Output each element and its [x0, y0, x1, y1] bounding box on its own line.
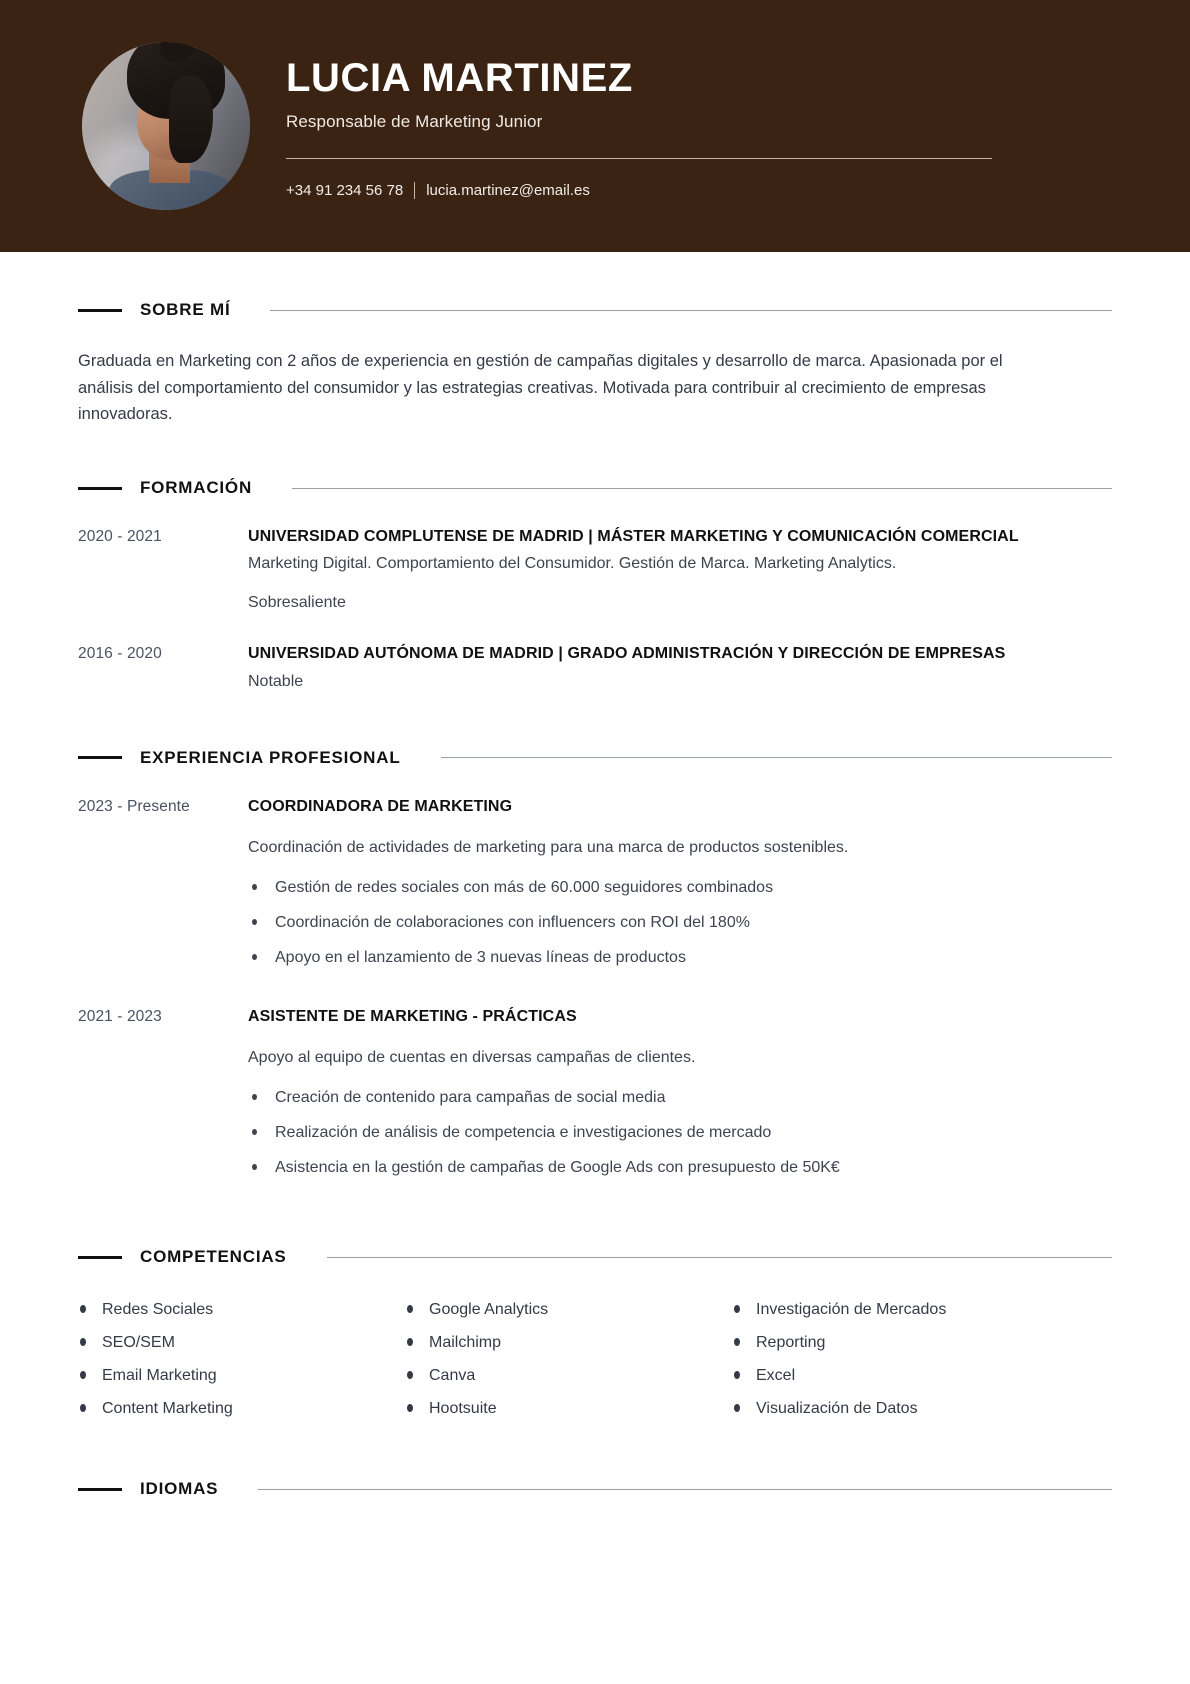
section-languages [78, 1479, 1112, 1525]
skill-item: Hootsuite [405, 1392, 732, 1425]
phone-number[interactable]: +34 91 234 56 78 [286, 181, 404, 199]
section-title-skills: COMPETENCIAS [140, 1247, 287, 1267]
section-experience [78, 748, 1112, 1192]
section-rule [441, 757, 1112, 758]
experience-body [248, 1006, 1112, 1192]
skill-item: Email Marketing [78, 1359, 405, 1392]
section-dash-icon [78, 309, 122, 312]
experience-title: COORDINADORA DE MARKETING [248, 797, 513, 815]
skill-item: Redes Sociales [78, 1293, 405, 1326]
section-title-languages: IDIOMAS [140, 1479, 219, 1499]
skill-item: Visualización de Datos [732, 1392, 1112, 1425]
skill-item: Google Analytics [405, 1293, 732, 1326]
section-header-experience [78, 748, 1112, 768]
experience-bullet: Asistencia en la gestión de campañas de Google Ads con presupuesto de 50K€ [248, 1156, 1112, 1179]
section-rule [270, 310, 1112, 311]
section-title-experience: EXPERIENCIA PROFESIONAL [140, 747, 401, 767]
education-note: Sobresaliente [248, 594, 346, 612]
experience-body [248, 796, 1112, 982]
experience-entry [78, 796, 1112, 982]
education-body [248, 643, 1112, 693]
skill-item: SEO/SEM [78, 1326, 405, 1359]
experience-bullet: Apoyo en el lanzamiento de 3 nuevas líneas de productos [248, 946, 1112, 969]
skill-item: Excel [732, 1359, 1112, 1392]
experience-description: Apoyo al equipo de cuentas en diversas campañas de clientes. [248, 1048, 696, 1066]
experience-bullet: Creación de contenido para campañas de social media [248, 1086, 1112, 1109]
education-title: UNIVERSIDAD COMPLUTENSE DE MADRID | MÁSTER MARKETING Y COMUNICACIÓN COMERCIAL [248, 528, 1019, 546]
experience-bullet: Coordinación de colaboraciones con influencers con ROI del 180% [248, 911, 1112, 934]
section-header-about [78, 300, 1112, 320]
experience-title: ASISTENTE DE MARKETING - PRÁCTICAS [248, 1007, 577, 1025]
skill-item: Content Marketing [78, 1392, 405, 1425]
contact-line [286, 182, 1030, 199]
section-rule [258, 1489, 1112, 1490]
skill-item: Canva [405, 1359, 732, 1392]
section-dash-icon [78, 756, 122, 759]
experience-bullet: Realización de análisis de competencia e investigaciones de mercado [248, 1121, 1112, 1144]
section-title-education: FORMACIÓN [140, 478, 253, 498]
experience-bullet: Gestión de redes sociales con más de 60.000 seguidores combinados [248, 876, 1112, 899]
section-rule [292, 488, 1112, 489]
section-title-about: SOBRE MÍ [140, 300, 231, 319]
skill-item: Reporting [732, 1326, 1112, 1359]
education-entry [78, 526, 1112, 615]
avatar-image [82, 42, 250, 210]
section-header-languages [78, 1479, 1112, 1499]
section-header-skills [78, 1247, 1112, 1267]
email-address[interactable]: lucia.martinez@email.es [426, 181, 590, 199]
education-title: UNIVERSIDAD AUTÓNOMA DE MADRID | GRADO ADMINISTRACIÓN Y DIRECCIÓN DE EMPRESAS [248, 645, 1006, 663]
experience-bullet-list [248, 876, 1112, 970]
candidate-name: LUCIA MARTINEZ [286, 56, 633, 101]
education-subtitle: Notable [248, 672, 304, 690]
skills-grid [78, 1293, 1112, 1425]
resume-body [0, 252, 1190, 1525]
experience-description: Coordinación de actividades de marketing para una marca de productos sostenibles. [248, 838, 849, 856]
experience-date: 2021 - 2023 [78, 1007, 162, 1025]
candidate-role: Responsable de Marketing Junior [286, 111, 543, 131]
experience-bullet-list [248, 1086, 1112, 1180]
section-dash-icon [78, 487, 122, 490]
section-header-education [78, 478, 1112, 498]
skill-item: Investigación de Mercados [732, 1293, 1112, 1326]
experience-date: 2023 - Presente [78, 797, 190, 815]
section-dash-icon [78, 1488, 122, 1491]
avatar-hair-side [169, 76, 213, 163]
header-divider [286, 158, 992, 159]
education-body [248, 526, 1112, 615]
experience-entry [78, 1006, 1112, 1192]
section-education [78, 478, 1112, 694]
section-about [78, 252, 1112, 428]
avatar [82, 42, 250, 210]
education-date: 2016 - 2020 [78, 645, 162, 663]
resume-header [0, 0, 1190, 252]
education-entry [78, 643, 1112, 693]
section-rule [327, 1257, 1112, 1258]
education-date: 2020 - 2021 [78, 528, 162, 546]
section-dash-icon [78, 1256, 122, 1259]
about-text: Graduada en Marketing con 2 años de experiencia en gestión de campañas digitales y desarrollo de marca. Apasionada por el análisis del comportamiento del consumidor y las estrategias creativas. Motivada para contribuir al crecimiento de empresas innovadoras. [78, 352, 1003, 424]
contact-separator [414, 182, 415, 199]
header-text-block [286, 53, 1030, 198]
education-subtitle: Marketing Digital. Comportamiento del Consumidor. Gestión de Marca. Marketing Analytics. [248, 555, 897, 573]
skill-item: Mailchimp [405, 1326, 732, 1359]
section-skills [78, 1247, 1112, 1425]
